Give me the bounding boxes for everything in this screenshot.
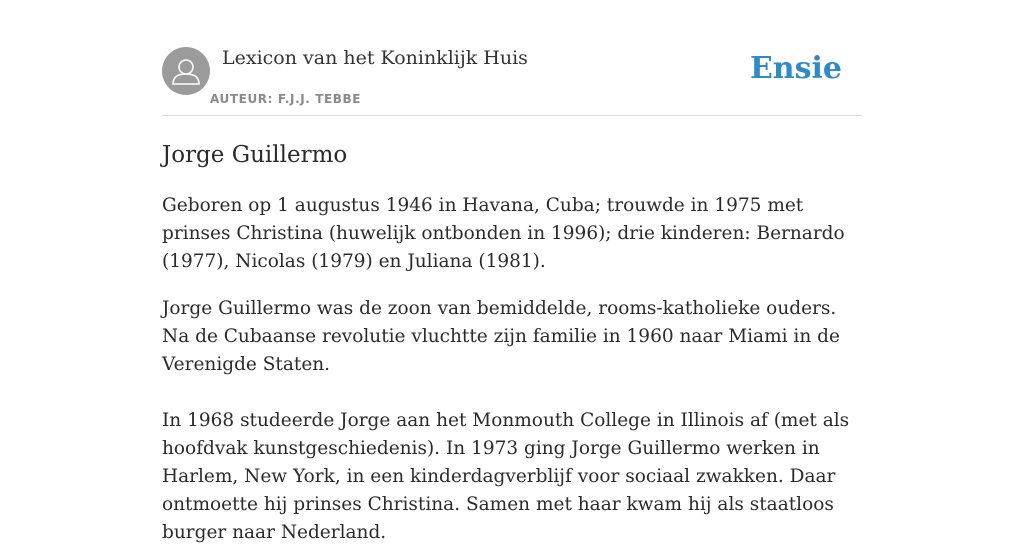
page-header: [162, 0, 862, 116]
author-label: AUTEUR:: [210, 92, 274, 106]
page-container: [162, 0, 862, 543]
article-paragraph: Jorge Guillermo was de zoon van bemiddelde, rooms-katholieke ouders. Na de Cubaanse revolutie vluchtte zijn familie in 1960 naar Miami in de Verenigde Staten.: [162, 298, 840, 375]
article-title: Jorge Guillermo: [162, 142, 348, 168]
brand-logo[interactable]: Ensie: [749, 51, 842, 86]
author-avatar[interactable]: [162, 47, 210, 95]
article-paragraph: In 1968 studeerde Jorge aan het Monmouth College in Illinois af (met als hoofdvak kunstgeschiedenis). In 1973 ging Jorge Guillermo werken in Harlem, New York, in een kinderdagverblijf voor sociaal zwakken. Daar ontmoette hij prinses Christina. Samen met haar kwam hij als staatloos burger naar Nederland.: [162, 410, 850, 543]
user-silhouette-icon: [162, 47, 210, 95]
article-paragraph: Geboren op 1 augustus 1946 in Havana, Cuba; trouwde in 1975 met prinses Christina (huwelijk ontbonden in 1996); drie kinderen: Bernardo (1977), Nicolas (1979) en Juliana (1981).: [162, 195, 845, 272]
book-title[interactable]: Lexicon van het Koninklijk Huis: [222, 47, 528, 69]
author-line: [210, 92, 361, 106]
author-name[interactable]: F.J.J. TEBBE: [277, 92, 362, 106]
